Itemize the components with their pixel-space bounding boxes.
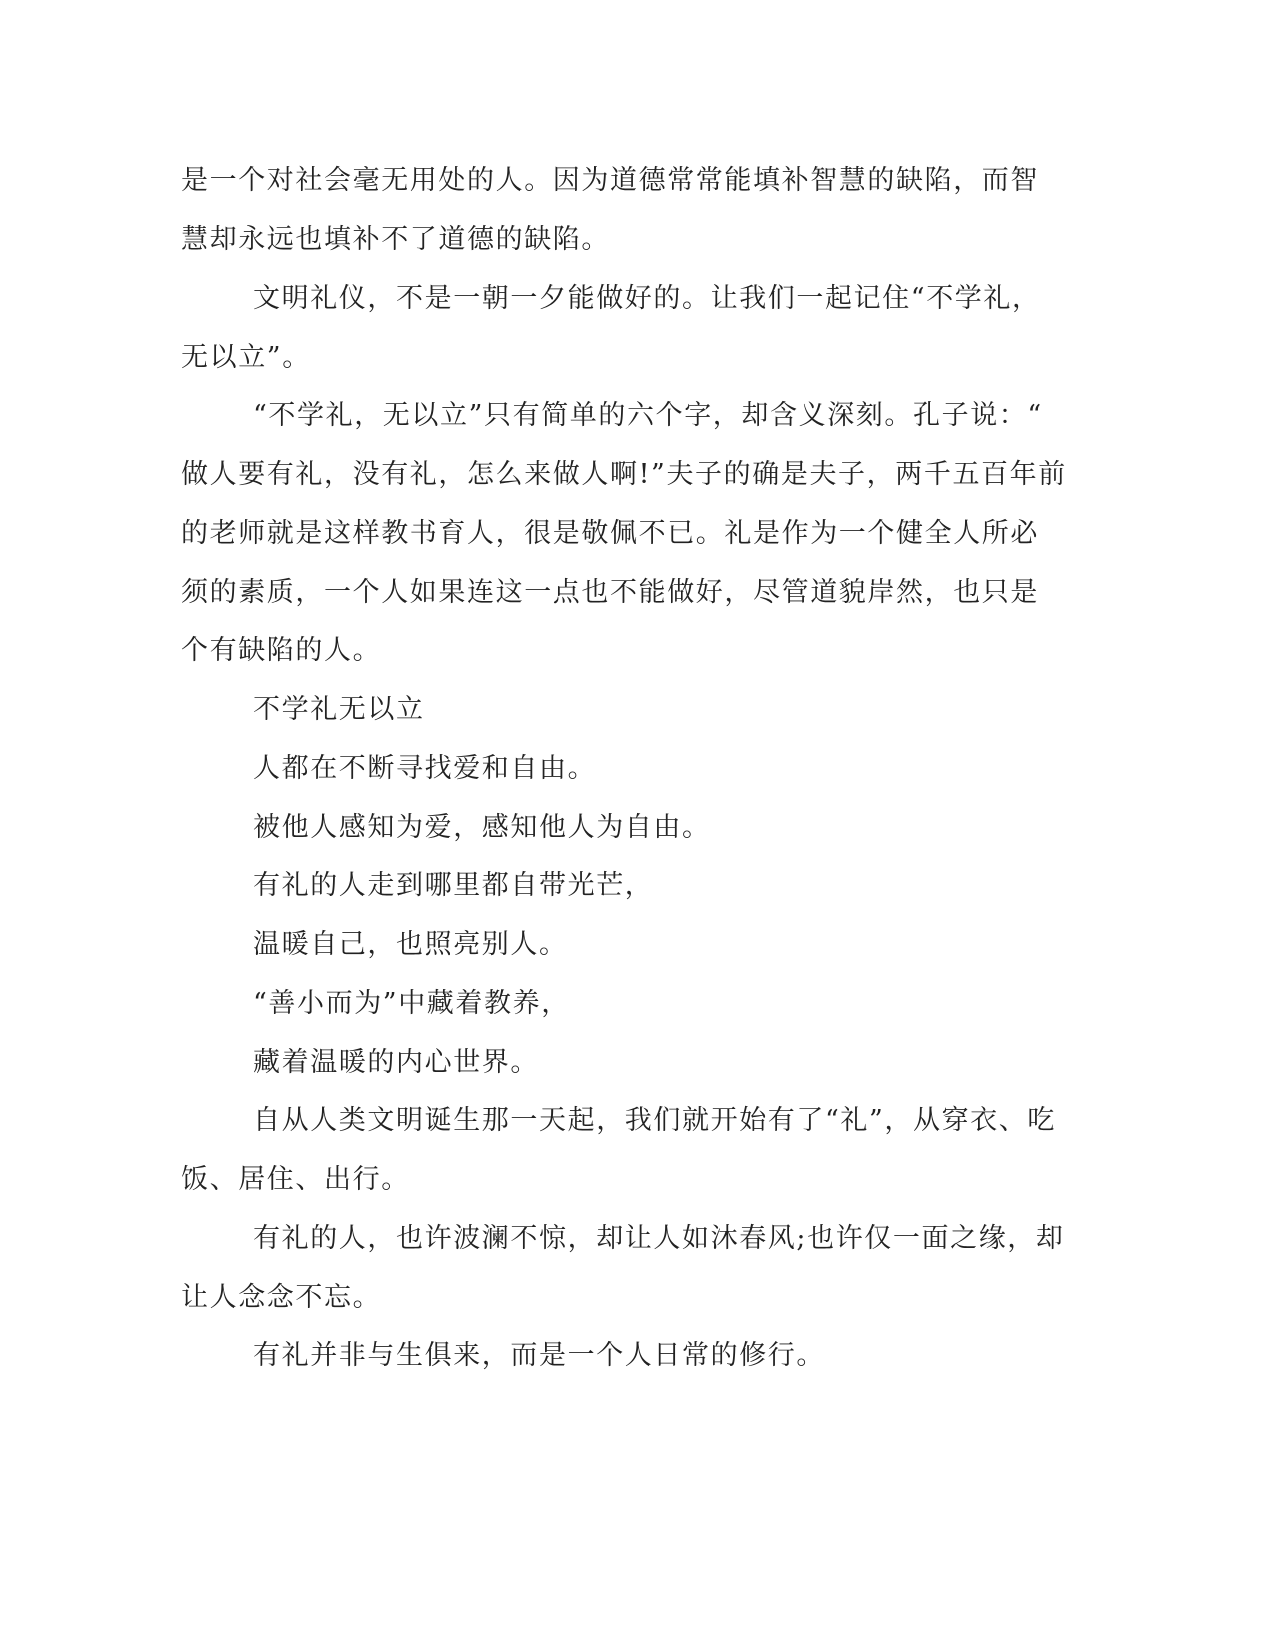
text-line: 让人念念不忘。 <box>181 1282 382 1313</box>
text-line: “不学礼，无以立”只有简单的六个字，却含义深刻。孔子说：“ <box>253 400 1043 431</box>
text-line: 慧却永远也填补不了道德的缺陷。 <box>181 224 610 255</box>
text-line: 藏着温暖的内心世界。 <box>253 1047 539 1078</box>
text-line: 文明礼仪，不是一朝一夕能做好的。让我们一起记住“不学礼， <box>253 283 1041 314</box>
text-line: 不学礼无以立 <box>253 694 425 725</box>
text-line: 个有缺陷的人。 <box>181 635 382 666</box>
text-line: 自从人类文明诞生那一天起，我们就开始有了“礼”，从穿衣、吃 <box>253 1105 1057 1136</box>
text-line: “善小而为”中藏着教养， <box>253 988 570 1019</box>
text-line: 温暖自己，也照亮别人。 <box>253 929 568 960</box>
text-line: 有礼的人，也许波澜不惊，却让人如沐春风;也许仅一面之缘，却 <box>253 1223 1065 1254</box>
text-line: 有礼的人走到哪里都自带光芒， <box>253 870 654 901</box>
text-line: 饭、居住、出行。 <box>181 1164 410 1195</box>
text-line: 有礼并非与生俱来，而是一个人日常的修行。 <box>253 1340 825 1371</box>
text-line: 人都在不断寻找爱和自由。 <box>253 753 597 784</box>
text-line: 须的素质，一个人如果连这一点也不能做好，尽管道貌岸然，也只是 <box>181 577 1039 608</box>
text-line: 无以立”。 <box>181 342 311 373</box>
text-line: 做人要有礼，没有礼，怎么来做人啊!”夫子的确是夫子，两千五百年前 <box>181 459 1067 490</box>
text-line: 是一个对社会毫无用处的人。因为道德常常能填补智慧的缺陷，而智 <box>181 165 1039 196</box>
text-line: 被他人感知为爱，感知他人为自由。 <box>253 812 711 843</box>
text-line: 的老师就是这样教书育人，很是敬佩不已。礼是作为一个健全人所必 <box>181 518 1039 549</box>
